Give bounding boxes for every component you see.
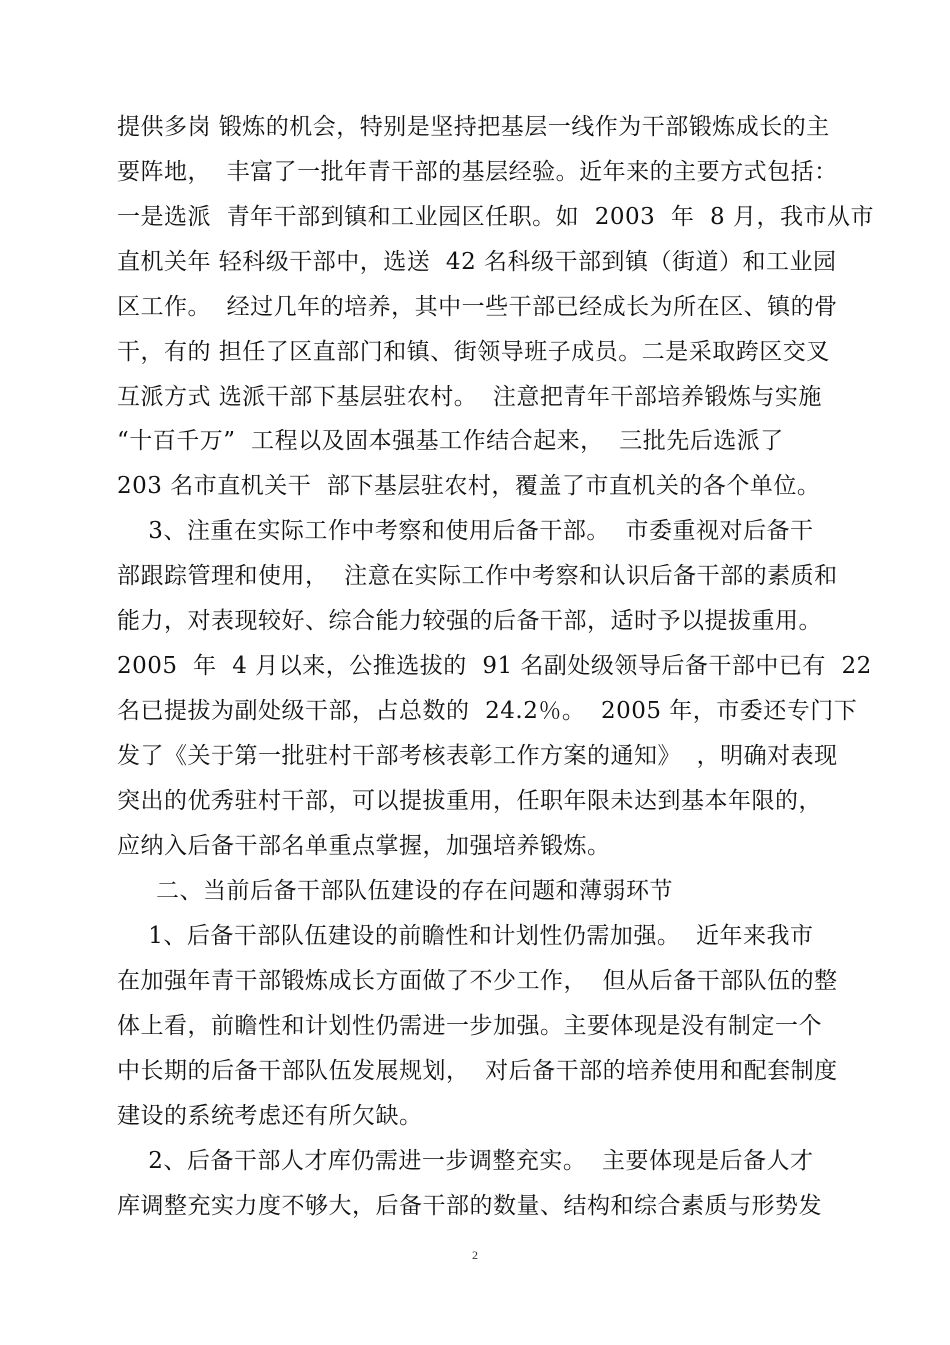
page-number: 2 bbox=[472, 1248, 478, 1262]
text-line: 要阵地， 丰富了一批年青干部的基层经验。近年来的主要方式包括： bbox=[117, 159, 838, 185]
text-line: 名已提拔为副处级干部，占总数的 24.2％。 2005 年，市委还专门下 bbox=[117, 698, 858, 724]
text-line: 突出的优秀驻村干部，可以提拔重用，任职年限未达到基本年限的， bbox=[117, 788, 822, 814]
text-line: 2005 年 4 月以来，公推选拔的 91 名副处级领导后备干部中已有 22 bbox=[117, 653, 872, 679]
text-line: “十百千万” 工程以及固本强基工作结合起来， 三批先后选派了 bbox=[117, 428, 784, 454]
text-line: 库调整充实力度不够大，后备干部的数量、结构和综合素质与形势发 bbox=[117, 1193, 822, 1219]
text-line: 发了《关于第一批驻村干部考核表彰工作方案的通知》 ，明确对表现 bbox=[117, 743, 838, 769]
text-line: 应纳入后备干部名单重点掌握，加强培养锻炼。 bbox=[117, 833, 611, 859]
text-line: 互派方式 选派干部下基层驻农村。 注意把青年干部培养锻炼与实施 bbox=[117, 384, 822, 410]
text-line: 能力，对表现较好、综合能力较强的后备干部，适时予以提拔重用。 bbox=[117, 608, 822, 634]
text-line: 3、注重在实际工作中考察和使用后备干部。 市委重视对后备干 bbox=[117, 518, 814, 544]
text-line: 建设的系统考虑还有所欠缺。 bbox=[117, 1103, 423, 1129]
text-line: 1、后备干部队伍建设的前瞻性和计划性仍需加强。 近年来我市 bbox=[117, 923, 814, 949]
text-line: 在加强年青干部锻炼成长方面做了不少工作， 但从后备干部队伍的整 bbox=[117, 968, 838, 994]
text-line: 一是选派 青年干部到镇和工业园区任职。如 2003 年 8 月，我市从市 bbox=[117, 204, 874, 230]
text-line: 提供多岗 锻炼的机会，特别是坚持把基层一线作为干部锻炼成长的主 bbox=[117, 114, 830, 140]
text-line: 中长期的后备干部队伍发展规划， 对后备干部的培养使用和配套制度 bbox=[117, 1058, 838, 1084]
text-line: 2、后备干部人才库仍需进一步调整充实。 主要体现是后备人才 bbox=[117, 1148, 814, 1174]
text-line: 区工作。 经过几年的培养，其中一些干部已经成长为所在区、镇的骨 bbox=[117, 294, 838, 320]
text-line: 直机关年 轻科级干部中，选送 42 名科级干部到镇（街道）和工业园 bbox=[117, 249, 837, 275]
text-line: 干，有的 担任了区直部门和镇、街领导班子成员。二是采取跨区交叉 bbox=[117, 339, 830, 365]
text-line: 体上看，前瞻性和计划性仍需进一步加强。主要体现是没有制定一个 bbox=[117, 1013, 822, 1039]
section-heading: 二、当前后备干部队伍建设的存在问题和薄弱环节 bbox=[117, 878, 674, 904]
text-line: 部跟踪管理和使用， 注意在实际工作中考察和认识后备干部的素质和 bbox=[117, 563, 838, 589]
text-line: 203 名市直机关干 部下基层驻农村，覆盖了市直机关的各个单位。 bbox=[117, 473, 821, 499]
